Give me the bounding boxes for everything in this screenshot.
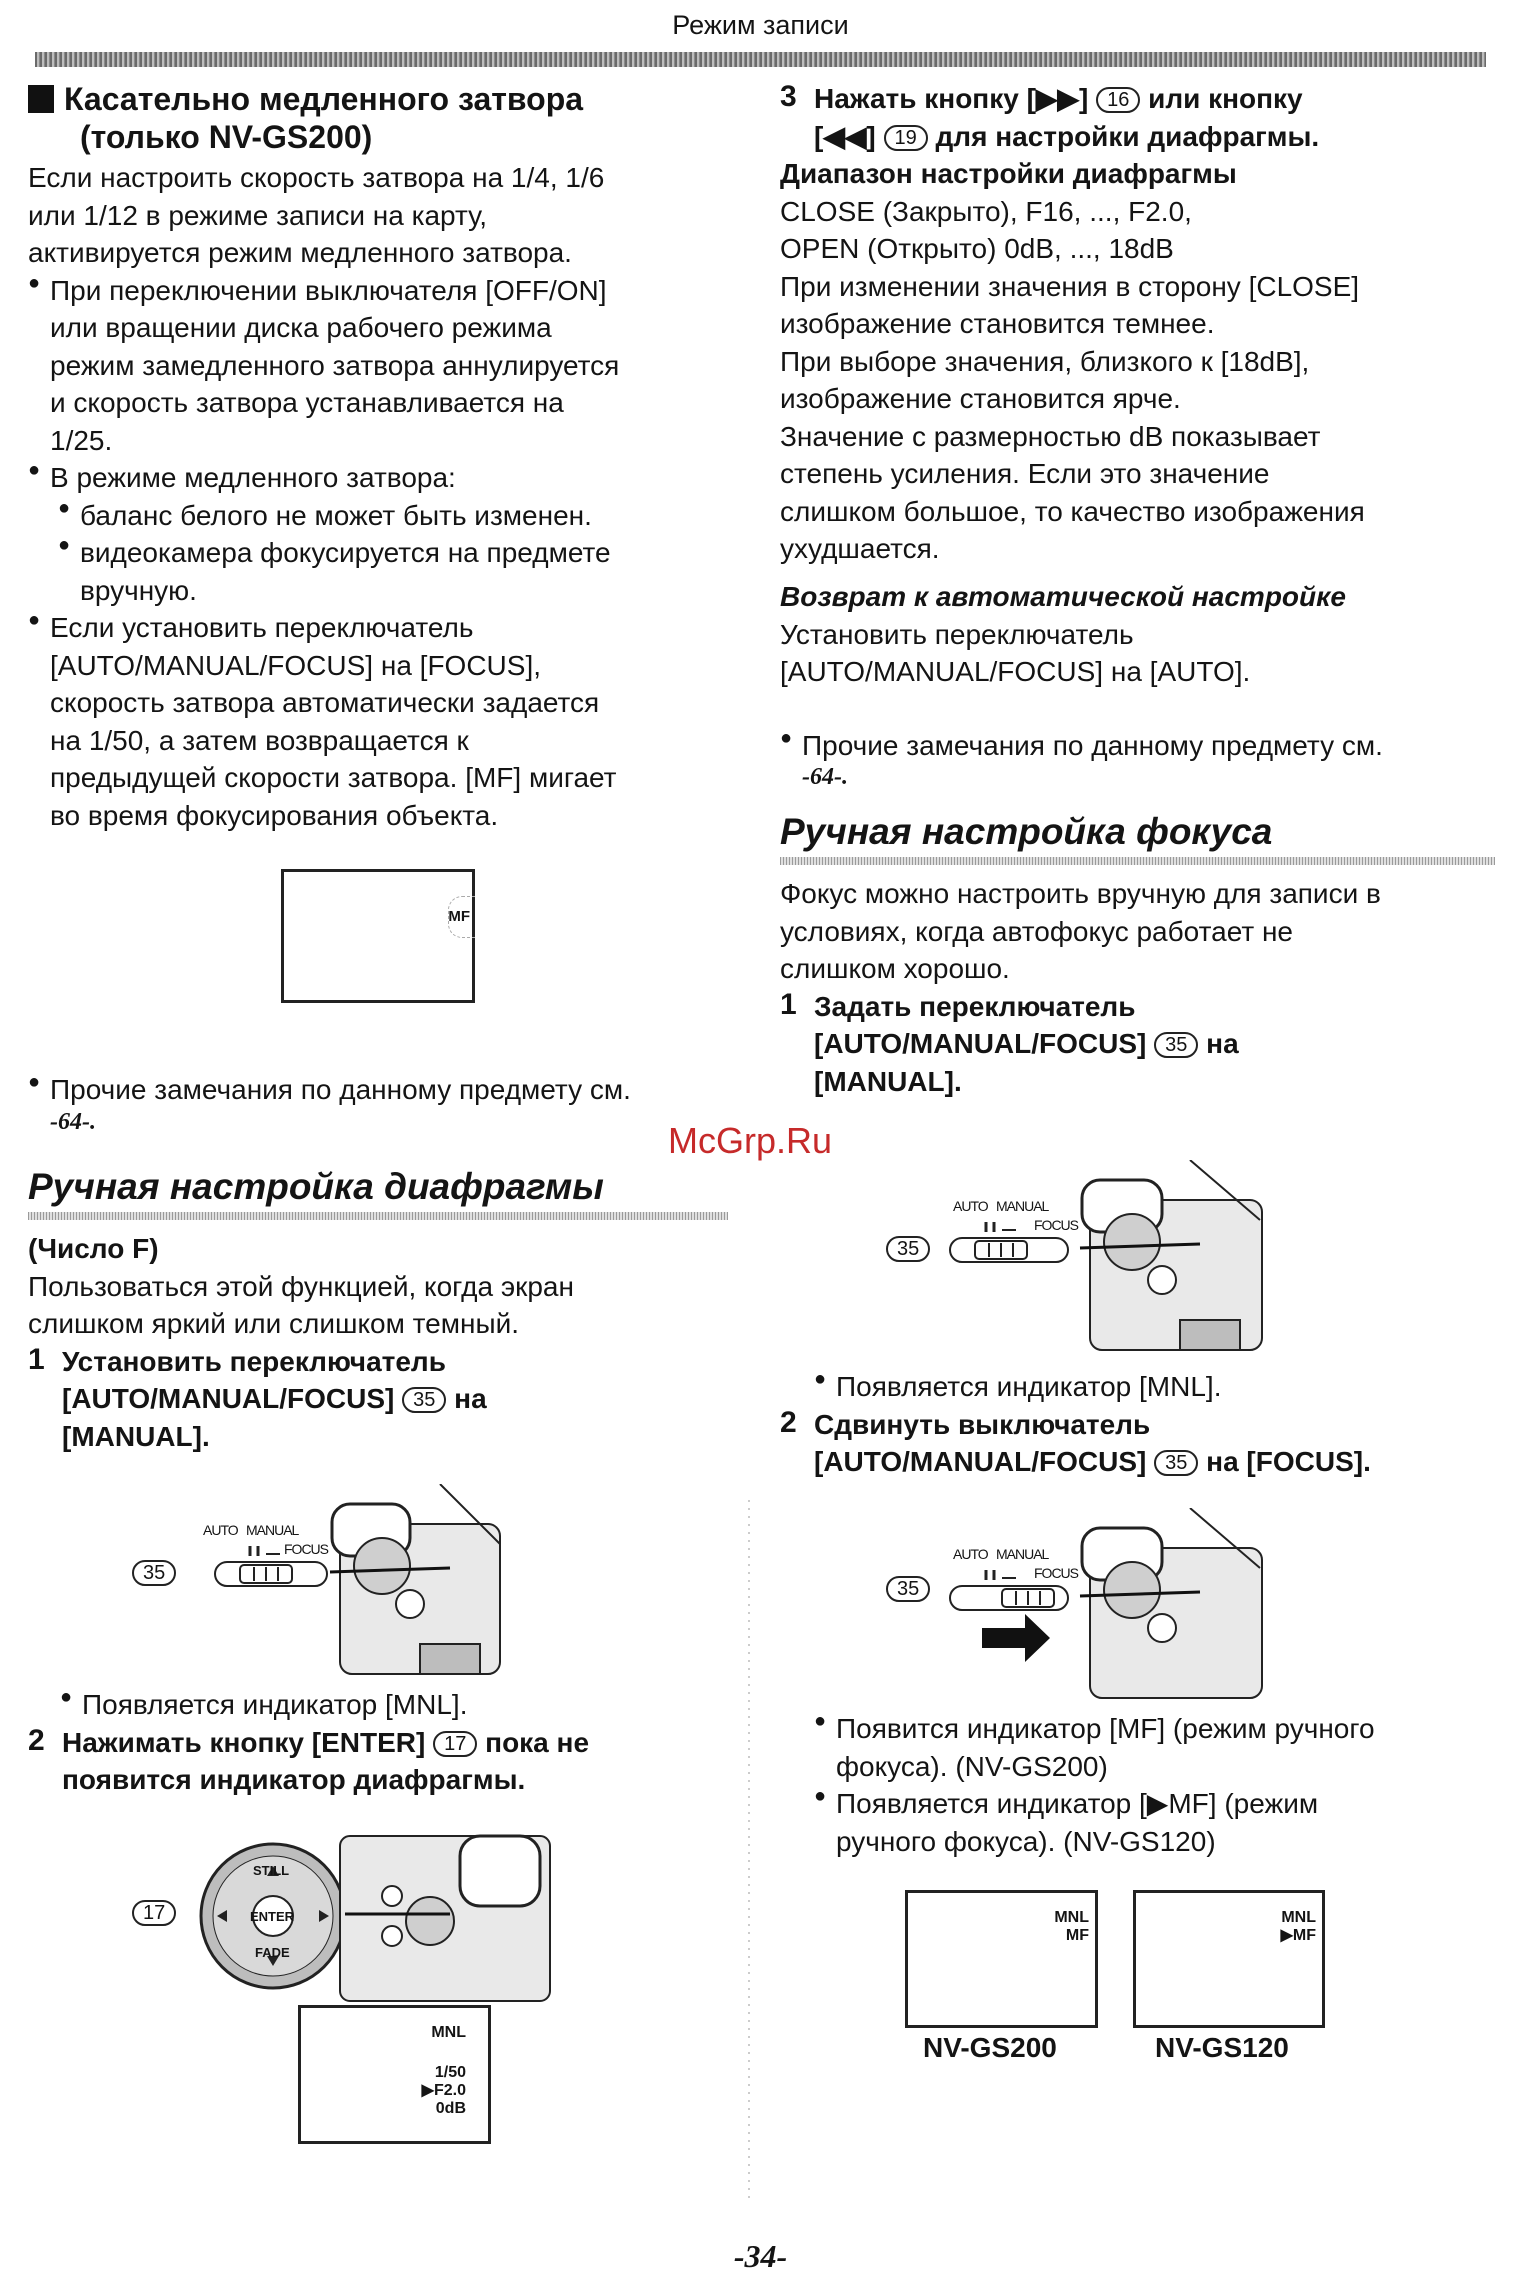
dial-enter-label: ENTER (250, 1909, 295, 1924)
camera-switch-illustration (120, 1484, 510, 1676)
focus-step-1: 1 Задать переключатель [AUTO/MANUAL/FOCUS] 35 на [MANUAL]. (780, 987, 1239, 1097)
left-column (28, 80, 728, 834)
dial-fade-label: FADE (255, 1945, 290, 1960)
bullet-slow-mode: ● В режиме медленного затвора: (28, 459, 728, 497)
callout-35: 35 (1154, 1450, 1198, 1476)
callout-35: 35 (1154, 1032, 1198, 1058)
switch-focus-label: FOCUS (284, 1541, 328, 1557)
focus-title: Ручная настройка фокуса (780, 811, 1273, 852)
page-reference: -64-. (50, 1108, 96, 1135)
arrow-right-icon (982, 1614, 1050, 1662)
range-text: CLOSE (Закрыто), F16, ..., F2.0, OPEN (Открыто) 0dB, ..., 18dB При изменении значения в сторону [CLOSE] изображение становится темнее. При выборе значения, близкого к [18dB], изображение становится ярче. Значение с размерностью dB показывает степень усиления. Если это значение слишком большое, то качество изображения ухудшается. (780, 195, 1365, 564)
iris-subtitle: (Число F) (28, 1233, 159, 1264)
iris-step-3: 3 Нажать кнопку [▶▶] 16 или кнопку [◀◀] 19 для настройки диафрагмы. (780, 80, 1320, 152)
black-square-icon (28, 85, 54, 113)
callout-17: 17 (132, 1900, 176, 1926)
header-rule (35, 52, 1486, 67)
right-note: ● Прочие замечания по данному предмету см. (780, 727, 1495, 765)
focus-section: Ручная настройка фокуса Фокус можно настроить вручную для записи в условиях, когда автофокус работает не слишком хорошо. 1 Задать переключатель [AUTO/MANUAL/FOCUS] 35 на [MANUAL]. (780, 809, 1495, 1100)
auto-return-title: Возврат к автоматической настройке (780, 580, 1346, 612)
callout-35: 35 (886, 1236, 930, 1262)
bullet-white-balance: ● баланс белого не может быть изменен. (28, 497, 728, 535)
model-label-gs200: NV-GS200 (923, 2032, 1057, 2063)
page-header: Режим записи (672, 10, 849, 40)
flash-indicator (448, 896, 475, 938)
lcd-screen-mf: MF (281, 869, 475, 1003)
iris-step-2: 2 Нажимать кнопку [ENTER] 17 пока не появится индикатор диафрагмы. (28, 1723, 590, 1795)
switch-focus-label: FOCUS (1034, 1217, 1078, 1233)
focus-notes: ● Появится индикатор [MF] (режим ручного фокуса). (NV-GS200) ● Появляется индикатор [▶MF] (режим ручного фокуса). (NV-GS120) (780, 1710, 1495, 1860)
model-label-gs120: NV-GS120 (1155, 2032, 1289, 2063)
slow-shutter-intro: Если настроить скорость затвора на 1/4, 1/6 или 1/12 в режиме записи на карту, активируется режим медленного затвора. (28, 162, 605, 268)
callout-35: 35 (886, 1576, 930, 1602)
section-rule (28, 1212, 728, 1220)
iris-step-notes: ● Появляется индикатор [MNL]. 2 Нажимать кнопку [ENTER] 17 пока не появится индикатор диафрагмы. (28, 1686, 728, 1799)
page-reference: -64-. (802, 764, 848, 790)
callout-16: 16 (1096, 87, 1140, 113)
switch-auto-label: AUTO (953, 1198, 988, 1214)
iris-title: Ручная настройка диафрагмы (28, 1166, 604, 1207)
switch-manual-label: MANUAL (996, 1546, 1049, 1562)
switch-auto-label: AUTO (203, 1522, 238, 1538)
focus-step-2: 2 Сдвинуть выключатель [AUTO/MANUAL/FOCUS] 35 на [FOCUS]. (780, 1405, 1371, 1477)
lcd-screen-iris: MNL 1/50 ▶F2.0 0dB (298, 2005, 491, 2144)
left-note: ● Прочие замечания по данному предмету см. -64-. (28, 1071, 728, 1136)
focus-step-2-block: ● Появляется индикатор [MNL]. 2 Сдвинуть выключатель [AUTO/MANUAL/FOCUS] 35 на [FOCUS]. (780, 1368, 1495, 1481)
lcd-screen-gs200: MNL MF (905, 1890, 1098, 2028)
right-column: 3 Нажать кнопку [▶▶] 16 или кнопку [◀◀] 19 для настройки диафрагмы. Диапазон настройки диафрагмы CLOSE (Закрыто), F16, ..., F2.0, OPEN (Открыто) 0dB, ..., 18dB При изменении значения в сторону [CLOSE] изображение становится темнее. При выборе значения, близкого к [18dB], изображение становится ярче. Значение с размерностью dB показывает степень усиления. Если это значение слишком большое, то качество изображения ухудшается. Возврат к автоматической настройке Установить переключатель [AUTO/MANUAL/FOCUS] на [AUTO]. ● Прочие замечания по данному предмету см. -64-. Ручная настройка фокуса Фокус можно настроить вручную для записи в условиях, когда автофокус работает не слишком хорошо. 1 Задать переключатель [AUTO/MANUAL/FOCUS] 35 на [MANUAL]. (780, 80, 1495, 1100)
bullet-manual-focus: ● видеокамера фокусируется на предмете вручную. (28, 534, 728, 609)
switch-manual-label: MANUAL (246, 1522, 299, 1538)
column-divider (748, 1500, 750, 2200)
slow-shutter-subtitle: (только NV-GS200) (80, 119, 373, 155)
switch-focus-label: FOCUS (1034, 1565, 1078, 1581)
section-rule (780, 857, 1495, 865)
bullet-focus-switch: ● Если установить переключатель [AUTO/MANUAL/FOCUS] на [FOCUS], скорость затвора автоматически задается на 1/50, а затем возвращается к предыдущей скорости затвора. [MF] мигает во время фокусирования объекта. (28, 609, 728, 834)
callout-19: 19 (884, 125, 928, 151)
switch-manual-label: MANUAL (996, 1198, 1049, 1214)
page-number: -34- (733, 2238, 788, 2274)
iris-step-1: 1 Установить переключатель [AUTO/MANUAL/FOCUS] 35 на [MANUAL]. (28, 1342, 487, 1452)
callout-17: 17 (433, 1731, 477, 1757)
iris-section: Ручная настройка диафрагмы (Число F) Пользоваться этой функцией, когда экран слишком яркий или слишком темный. 1 Установить переключатель [AUTO/MANUAL/FOCUS] 35 на [MANUAL]. (28, 1164, 728, 1455)
dial-still-label: STILL (253, 1863, 290, 1878)
range-title: Диапазон настройки диафрагмы (780, 158, 1237, 189)
slow-shutter-title: Касательно медленного затвора (28, 80, 728, 118)
lcd-screen-gs120: MNL ▶MF (1133, 1890, 1325, 2028)
watermark: McGrp.Ru (668, 1120, 833, 1161)
bullet-off-on: ● При переключении выключателя [OFF/ON] или вращении диска рабочего режима режим замедленного затвора аннулируется и скорость затвора устанавливается на 1/25. (28, 272, 728, 460)
enter-dial-illustration (130, 1826, 560, 2006)
camera-switch-focus-illustration (850, 1508, 1270, 1700)
switch-auto-label: AUTO (953, 1546, 988, 1562)
callout-35: 35 (402, 1387, 446, 1413)
callout-35: 35 (132, 1560, 176, 1586)
